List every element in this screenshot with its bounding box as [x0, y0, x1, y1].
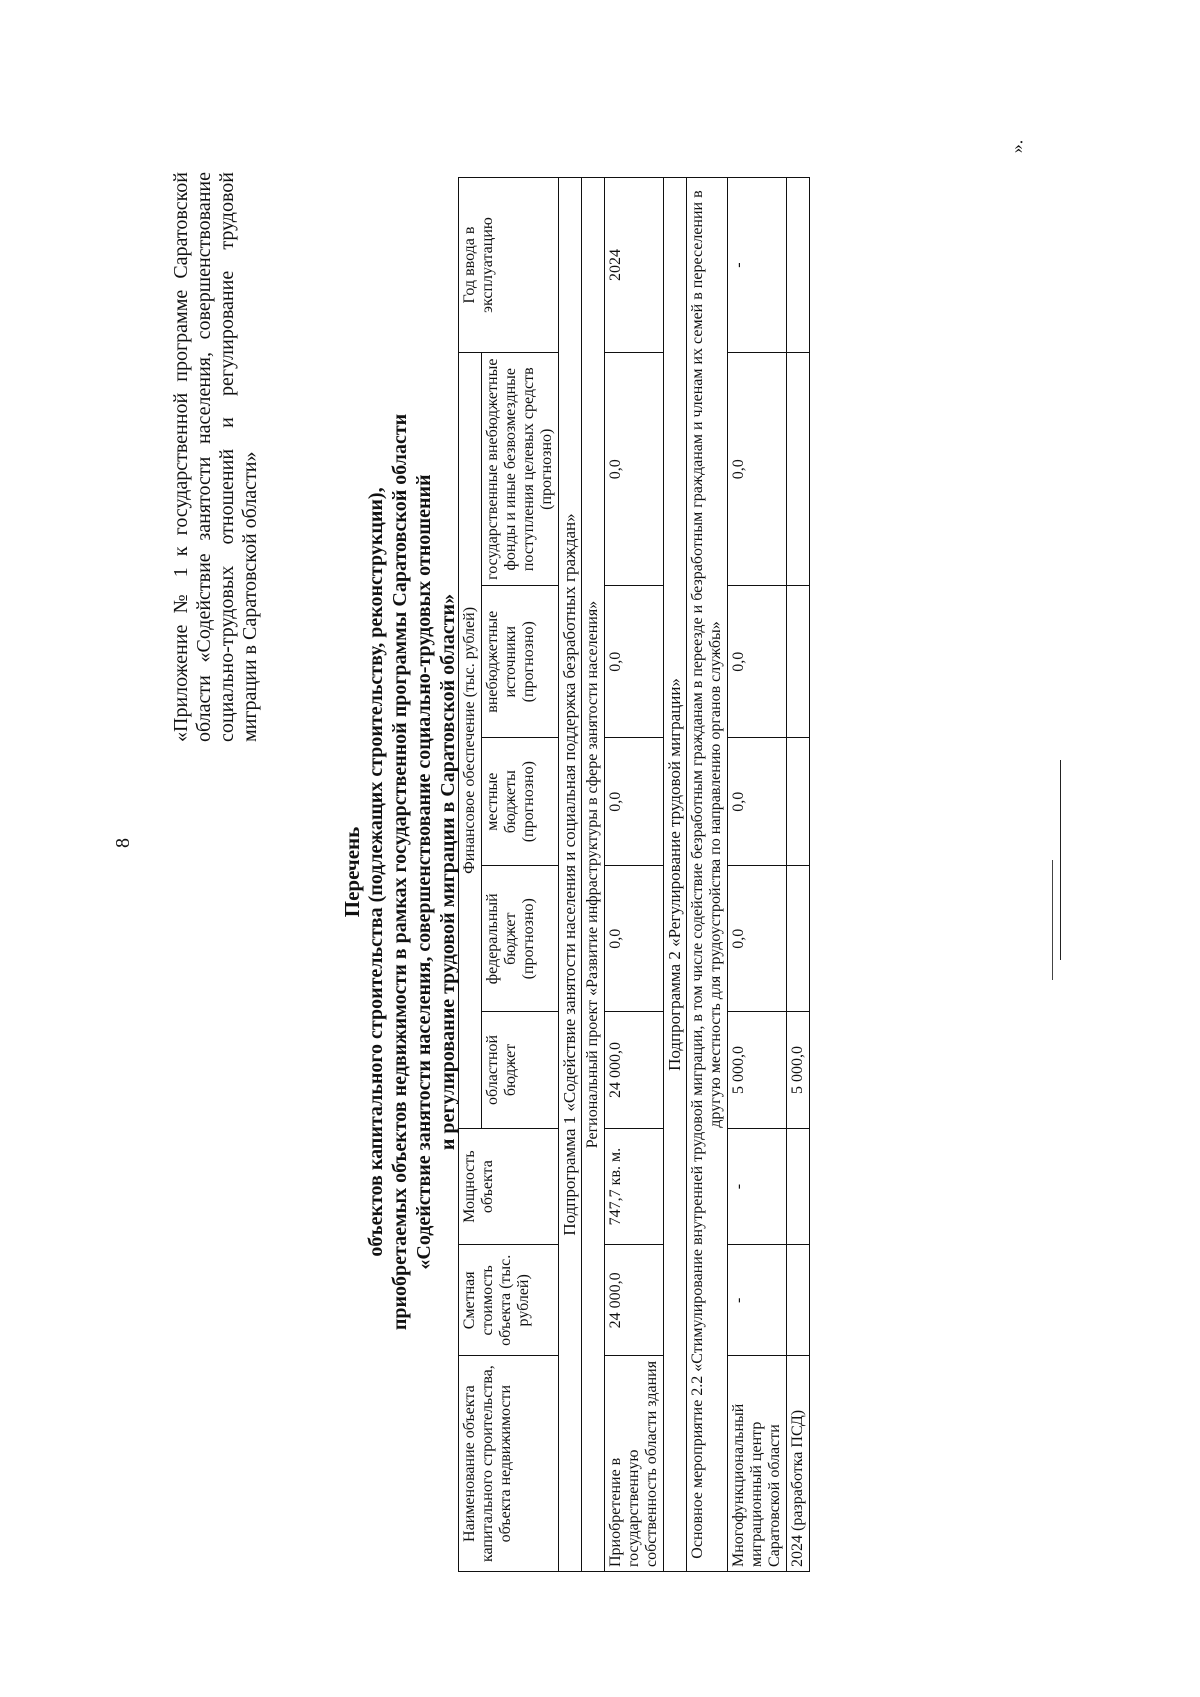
subprogram-2: Подпрограмма 2 «Регулирование трудовой миграции»: [664, 178, 687, 1572]
header-extrabudget: внебюджетные источники (прогнозно): [482, 586, 559, 738]
row1-state-funds: 0,0: [605, 353, 664, 586]
row1-cost: 24 000,0: [605, 1245, 664, 1356]
page-number: 8: [112, 838, 134, 848]
title-line-4: «Содействие занятости населения, совершенствование социально-трудовых отношений: [413, 474, 435, 1270]
end-quote-mark: ».: [1006, 139, 1027, 154]
row2-extrabudget: 0,0: [728, 586, 787, 738]
project-1: Региональный проект «Развитие инфраструктуры в сфере занятости населения»: [582, 178, 605, 1572]
title-line-2: объектов капитального строительства (подлежащих строительству, реконструкции),: [365, 487, 387, 1257]
row1-year: 2024: [605, 178, 664, 353]
row1-regional: 24 000,0: [605, 1012, 664, 1129]
measure-row: [687, 178, 728, 1572]
subprogram-2-row: [664, 178, 687, 1572]
row2-regional: 5 000,0: [728, 1012, 787, 1129]
separator-line: [1060, 760, 1061, 960]
row1-extrabudget: 0,0: [605, 586, 664, 738]
project-1-row: [582, 178, 605, 1572]
header-financing: Финансовое обеспечение (тыс. рублей): [459, 353, 482, 1129]
header-row-1: [459, 178, 482, 1572]
title-line-5: и регулирование трудовой миграции в Саратовской области»: [437, 593, 459, 1151]
row1-local: 0,0: [605, 738, 664, 866]
row1-capacity: 747,7 кв. м.: [605, 1128, 664, 1245]
header-local: местные бюджеты (прогнозно): [482, 738, 559, 866]
row2-name: Многофункциональный миграционный центр Саратовской области: [728, 1356, 787, 1572]
header-name: Наименование объекта капитального строительства, объекта недвижимости: [459, 1356, 559, 1572]
row3-regional: 5 000,0: [787, 1012, 810, 1129]
row2-local: 0,0: [728, 738, 787, 866]
header-federal: федеральный бюджет (прогнозно): [482, 866, 559, 1012]
subprogram-1-row: [559, 178, 582, 1572]
table-row: [605, 178, 664, 1572]
header-year: Год ввода в эксплуатацию: [459, 178, 559, 353]
table-row: [787, 178, 810, 1572]
row1-federal: 0,0: [605, 866, 664, 1012]
separator-line: [1052, 860, 1053, 980]
header-state-funds: государственные внебюджетные фонды и иные безвозмездные поступления целевых средств (прогнозно): [482, 353, 559, 586]
header-regional: областной бюджет: [482, 1012, 559, 1129]
header-capacity: Мощность объекта: [459, 1128, 559, 1245]
row2-state-funds: 0,0: [728, 353, 787, 586]
table-row: [728, 178, 787, 1572]
appendix-caption: «Приложение № 1 к государственной программе Саратовской области «Содействие занятости населения, совершенствование социально-трудовых отношений и регулирование трудовой миграции в Саратовской области»: [170, 172, 261, 742]
objects-table: [458, 177, 810, 1572]
row2-capacity: -: [728, 1128, 787, 1245]
header-cost: Сметная стоимость объекта (тыс. рублей): [459, 1245, 559, 1356]
row2-year: -: [728, 178, 787, 353]
rotated-content: [170, 139, 1030, 1602]
document-title: [340, 142, 460, 1602]
row2-federal: 0,0: [728, 866, 787, 1012]
row1-name: Приобретение в государственную собственность области здания: [605, 1356, 664, 1572]
title-line-1: Перечень: [340, 826, 364, 918]
row2-cost: -: [728, 1245, 787, 1356]
measure-2-2: Основное мероприятие 2.2 «Стимулирование внутренней трудовой миграции, в том числе содействие безработным гражданам в переезде и безработным гражданам и членам их семей в переселении в другую местность для трудоустройства по направлению органов службы»: [687, 178, 728, 1572]
title-line-3: приобретаемых объектов недвижимости в рамках государственной программы Саратовской области: [389, 413, 411, 1331]
row3-name: 2024 (разработка ПСД): [787, 1356, 810, 1572]
subprogram-1: Подпрограмма 1 «Содействие занятости населения и социальная поддержка безработных граждан»: [559, 178, 582, 1572]
